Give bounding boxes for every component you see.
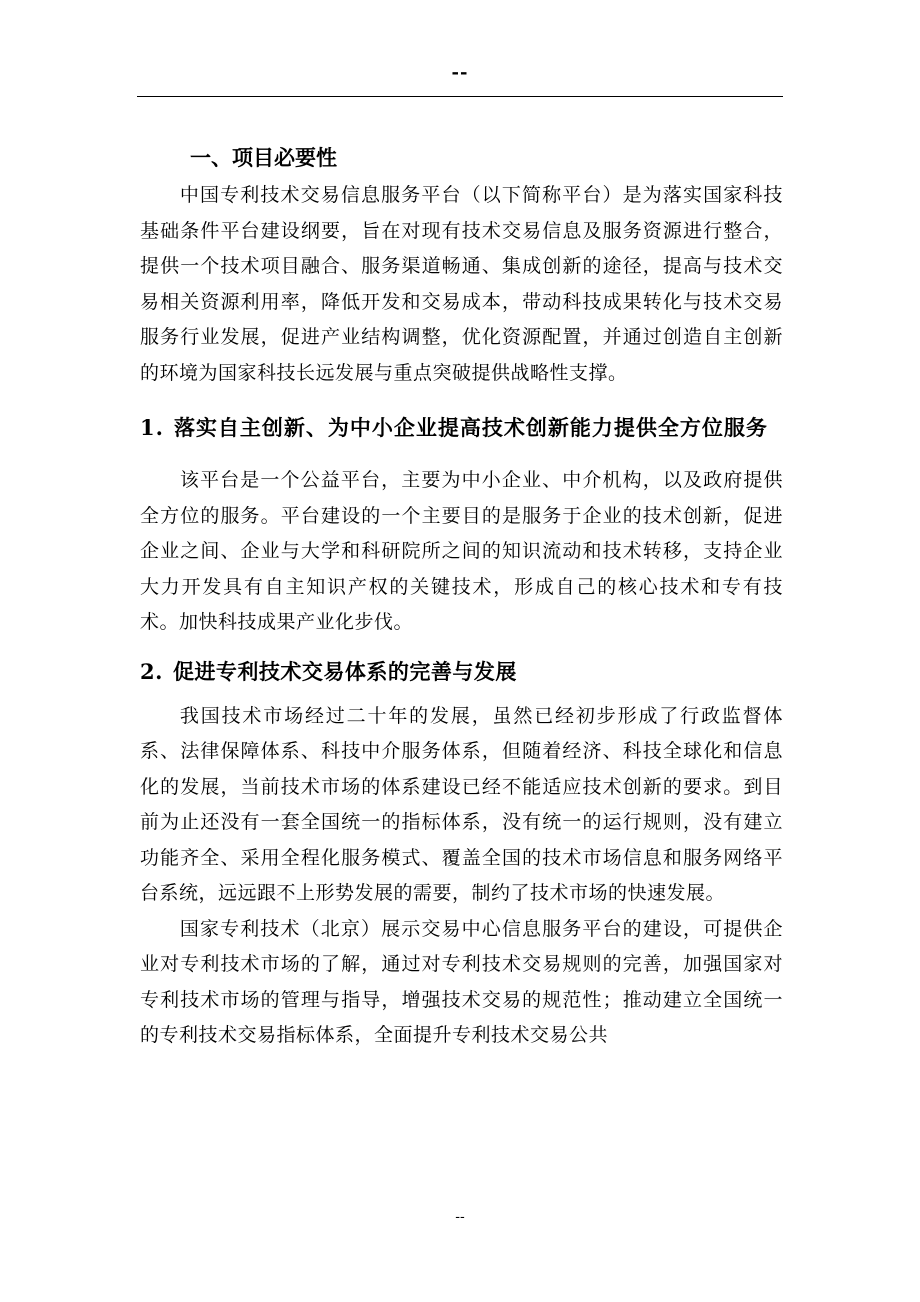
- page-footer-mark: --: [455, 1209, 465, 1225]
- subsection-2-number: 2.: [140, 658, 163, 684]
- header-divider: [137, 96, 783, 97]
- subsection-1-paragraph: 该平台是一个公益平台，主要为中小企业、中介机构，以及政府提供全方位的服务。平台建设的一个主要目的是服务于企业的技术创新，促进企业之间、企业与大学和科研院所之间的知识流动和技术转移，支持企业大力开发具有自主知识产权的关键技术，形成自己的核心技术和专有技术。加快科技成果产业化步伐。: [140, 469, 783, 633]
- document-body: [140, 138, 783, 1054]
- intro-paragraph: 中国专利技术交易信息服务平台（以下简称平台）是为落实国家科技基础条件平台建设纲要，旨在对现有技术交易信息及服务资源进行整合，提供一个技术项目融合、服务渠道畅通、集成创新的途径，提高与技术交易相关资源利用率，降低开发和交易成本，带动科技成果转化与技术交易服务行业发展，促进产业结构调整，优化资源配置，并通过创造自主创新的环境为国家科技长远发展与重点突破提供战略性支撑。: [140, 184, 783, 384]
- section-title: 一、项目必要性: [190, 145, 337, 170]
- page-header-mark: --: [451, 62, 469, 83]
- subsection-2-paragraph-2: 国家专利技术（北京）展示交易中心信息服务平台的建设，可提供企业对专利技术市场的了解，通过对专利技术交易规则的完善，加强国家对专利技术市场的管理与指导，增强技术交易的规范性；推动建立全国统一的专利技术交易指标体系，全面提升专利技术交易公共: [140, 917, 783, 1046]
- subsection-1-heading: [140, 399, 783, 457]
- subsection-2-heading: [140, 653, 783, 691]
- subsection-1-number: 1.: [140, 415, 164, 440]
- subsection-1-title: 落实自主创新、为中小企业提高技术创新能力提供全方位服务: [173, 415, 768, 440]
- subsection-2-title: 促进专利技术交易体系的完善与发展: [172, 658, 517, 684]
- subsection-2-paragraph-1: 我国技术市场经过二十年的发展，虽然已经初步形成了行政监督体系、法律保障体系、科技中介服务体系，但随着经济、科技全球化和信息化的发展，当前技术市场的体系建设已经不能适应技术创新的要求。到目前为止还没有一套全国统一的指标体系，没有统一的运行规则，没有建立功能齐全、采用全程化服务模式、覆盖全国的技术市场信息和服务网络平台系统，远远跟不上形势发展的需要，制约了技术市场的快速发展。: [140, 704, 783, 904]
